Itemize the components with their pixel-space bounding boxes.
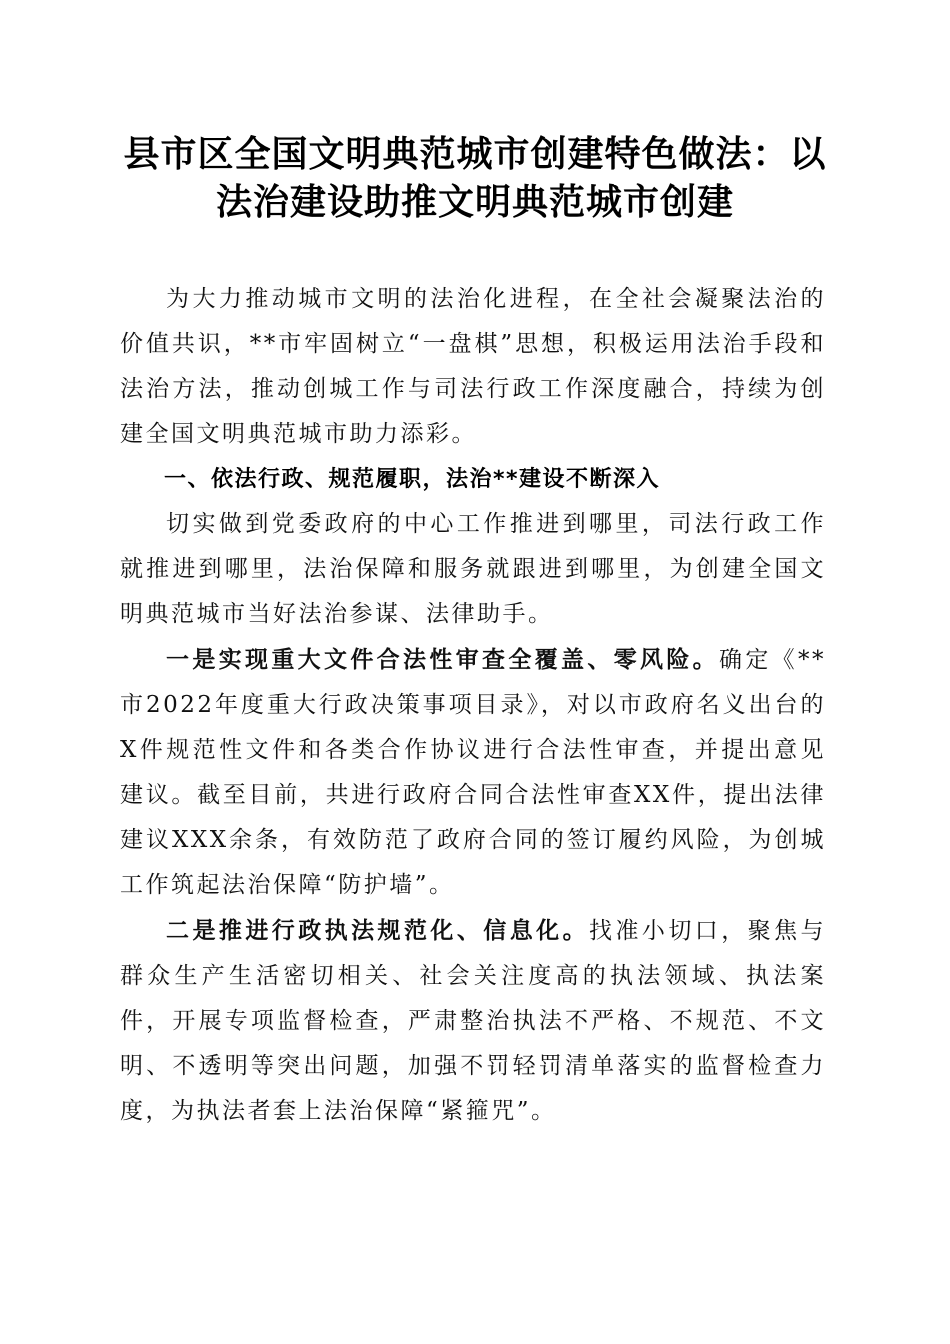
point-one-paragraph (120, 637, 826, 908)
intro-paragraph: 为大力推动城市文明的法治化进程，在全社会凝聚法治的价值共识，**市牢固树立“一盘棋”思想，积极运用法治手段和法治方法，推动创城工作与司法行政工作深度融合，持续为创建全国文明典范城市助力添彩。 (120, 286, 826, 447)
document-title: 县市区全国文明典范城市创建特色做法：以法治建设助推文明典范城市创建 (123, 133, 827, 223)
point-two-text: 找准小切口，聚焦与群众生产生活密切相关、社会关注度高的执法领域、执法案件，开展专项监督检查，严肃整治执法不严格、不规范、不文明、不透明等突出问题，加强不罚轻罚清单落实的监督检查力度，为执法者套上法治保障“紧箍咒”。 (120, 918, 826, 1124)
point-one-lead: 一是实现重大文件合法性审查全覆盖、零风险。 (166, 646, 719, 673)
section-paragraph: 切实做到党委政府的中心工作推进到哪里，司法行政工作就推进到哪里，法治保障和服务就跟进到哪里，为创建全国文明典范城市当好法治参谋、法律助手。 (120, 511, 826, 627)
point-two-paragraph (120, 908, 826, 1134)
document-body (120, 277, 826, 1134)
point-one-text: 确定《**市2022年度重大行政决策事项目录》，对以市政府名义出台的X件规范性文件和各类合作协议进行合法性审查，并提出意见建议。截至目前，共进行政府合同合法性审查XX件，提出法律建议XXX余条，有效防范了政府合同的签订履约风险，为创城工作筑起法治保障“防护墙”。 (120, 647, 827, 898)
section-heading: 一、依法行政、规范履职，法治**建设不断深入 (164, 467, 661, 492)
point-two-lead: 二是推进行政执法规范化、信息化。 (166, 917, 589, 944)
